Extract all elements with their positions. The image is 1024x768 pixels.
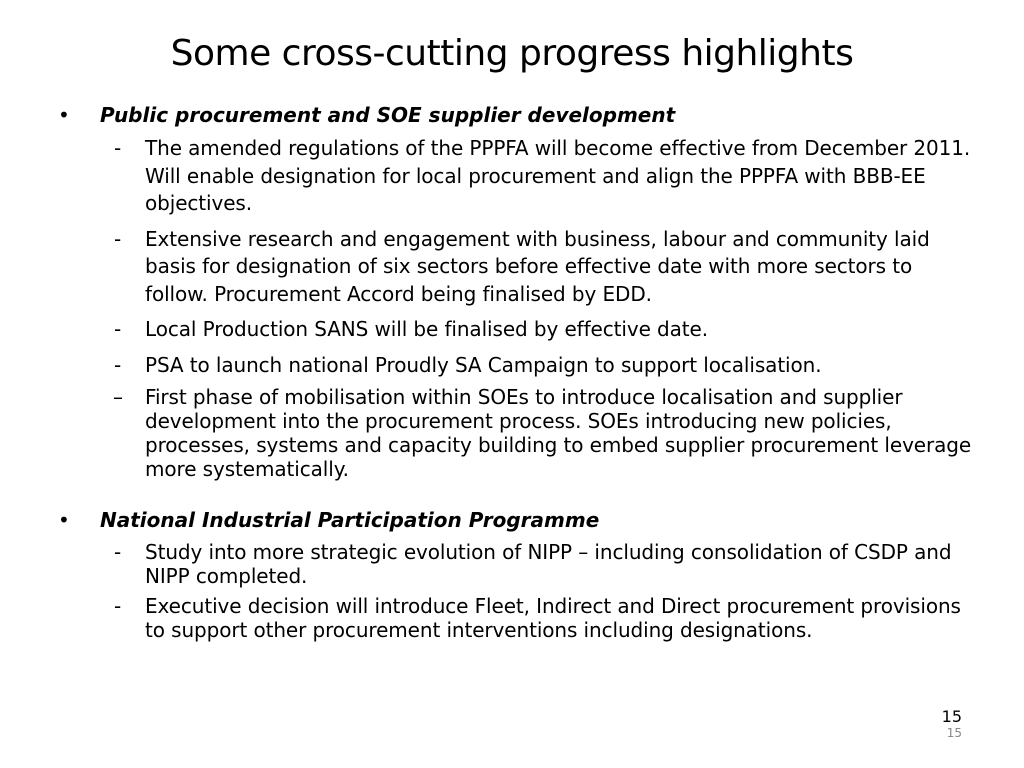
list-item (58, 135, 978, 218)
bullet-glyph: • (58, 508, 70, 532)
list-item (58, 226, 978, 309)
list-item (58, 352, 978, 380)
dash-glyph: - (114, 352, 122, 377)
dash-glyph: - (114, 594, 122, 618)
page-number: 15 (941, 707, 962, 726)
dash-glyph: - (114, 226, 122, 251)
dash-glyph: - (114, 317, 122, 341)
list-item (58, 316, 978, 344)
section-heading-procurement (58, 102, 978, 129)
list-item-text: First phase of mobilisation within SOEs to introduce localisation and supplier development into the procurement process. SOEs introducing new policies, processes, systems and capacity building to embed supplier procurement leverage more systematically. (145, 385, 972, 481)
list-item-text: Extensive research and engagement with business, labour and community laid basis for designation of six sectors before effective date with more sectors to follow. Procurement Accord being finalised by EDD. (145, 226, 930, 306)
slide-title: Some cross-cutting progress highlights (170, 33, 854, 74)
bullet-glyph: • (58, 103, 70, 127)
list-item-text: The amended regulations of the PPPFA will become effective from December 2011. Will enable designation for local procurement and align the PPPFA with BBB-EE objectives. (145, 136, 971, 215)
section-heading-text: Public procurement and SOE supplier development (100, 103, 676, 127)
section-heading-text: National Industrial Participation Programme (100, 508, 600, 532)
slide-content (58, 102, 978, 642)
section-heading-nipp (58, 507, 978, 534)
list-item-text: Study into more strategic evolution of NIPP – including consolidation of CSDP and NIPP completed. (145, 540, 952, 588)
list-item (58, 540, 978, 588)
dash-glyph: - (114, 136, 122, 160)
list-item (58, 594, 978, 642)
list-item-text: PSA to launch national Proudly SA Campaign to support localisation. (145, 352, 822, 377)
dash-glyph: - (114, 540, 122, 564)
list-item (58, 385, 978, 481)
page-number-footer: 15 (946, 726, 962, 740)
list-item-text: Local Production SANS will be finalised by effective date. (145, 317, 709, 341)
endash-glyph: – (113, 385, 123, 409)
list-item-text: Executive decision will introduce Fleet, Indirect and Direct procurement provisions to support other procurement interventions including designations. (145, 594, 961, 642)
